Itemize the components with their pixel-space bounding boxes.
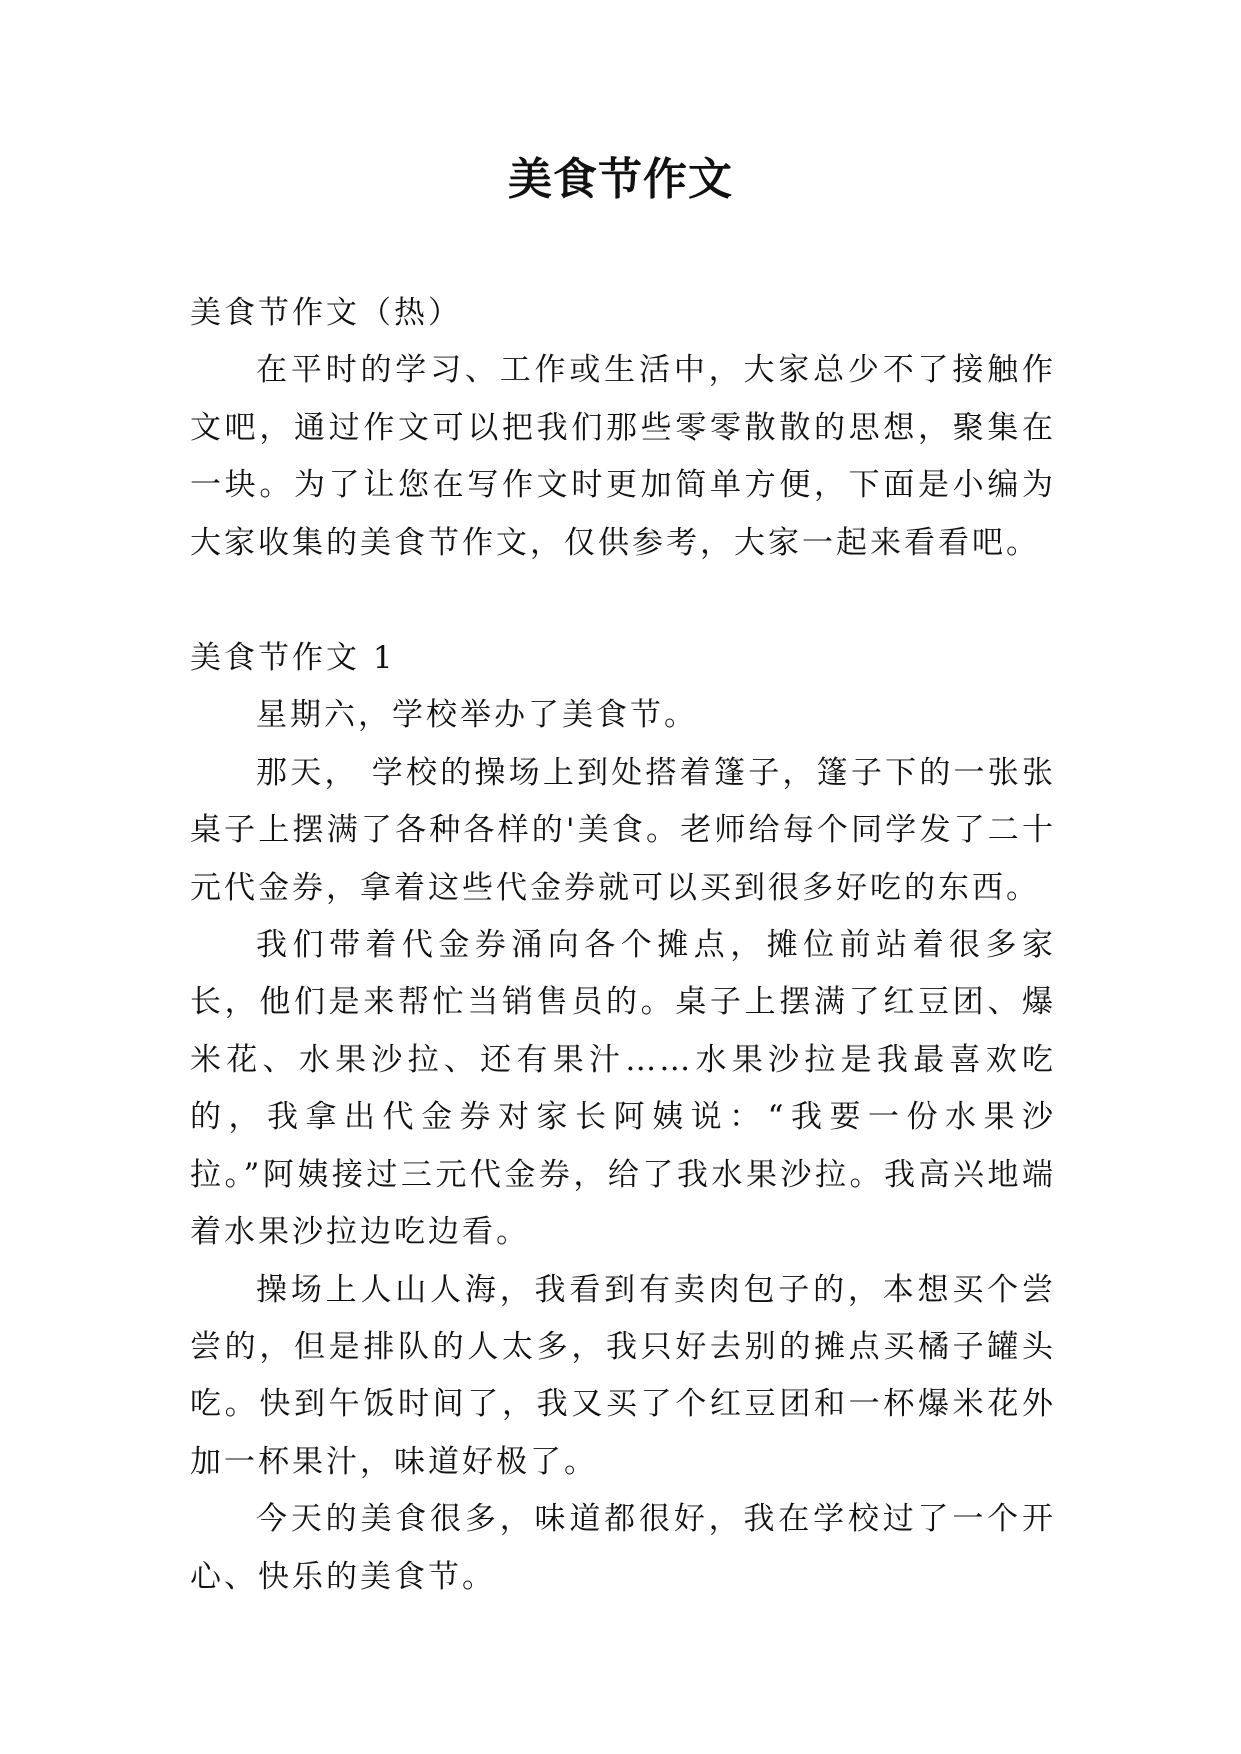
section-heading: 美食节作文（热） bbox=[190, 295, 462, 331]
paragraph: 那天， 学校的操场上到处搭着篷子，篷子下的一张张桌子上摆满了各种各样的'美食。老师给每个同学发了二十元代金券，拿着这些代金券就可以买到很多好吃的东西。 bbox=[190, 754, 1056, 906]
document-title: 美食节作文 bbox=[508, 154, 733, 205]
section-intro bbox=[190, 285, 1056, 572]
document-body bbox=[190, 285, 1056, 1606]
paragraph: 操场上人山人海，我看到有卖肉包子的，本想买个尝尝的，但是排队的人太多，我只好去别的摊点买橘子罐头吃。快到午饭时间了，我又买了个红豆团和一杯爆米花外加一杯果汁，味道好极了。 bbox=[190, 1271, 1056, 1480]
section-spacer bbox=[190, 572, 1056, 630]
paragraph: 我们带着代金券涌向各个摊点，摊位前站着很多家长，他们是来帮忙当销售员的。桌子上摆满了红豆团、爆米花、水果沙拉、还有果汁……水果沙拉是我最喜欢吃的，我拿出代金券对家长阿姨说：“我要一份水果沙拉。”阿姨接过三元代金券，给了我水果沙拉。我高兴地端着水果沙拉边吃边看。 bbox=[190, 927, 1056, 1251]
paragraph: 今天的美食很多，味道都很好，我在学校过了一个开心、快乐的美食节。 bbox=[190, 1501, 1056, 1595]
section-essay-1 bbox=[190, 630, 1056, 1606]
paragraph: 在平时的学习、工作或生活中，大家总少不了接触作文吧，通过作文可以把我们那些零零散散的思想，聚集在一块。为了让您在写作文时更加简单方便，下面是小编为大家收集的美食节作文，仅供参考，大家一起来看看吧。 bbox=[190, 352, 1056, 561]
section-heading: 美食节作文 1 bbox=[190, 640, 396, 677]
paragraph: 星期六，学校举办了美食节。 bbox=[256, 697, 698, 734]
